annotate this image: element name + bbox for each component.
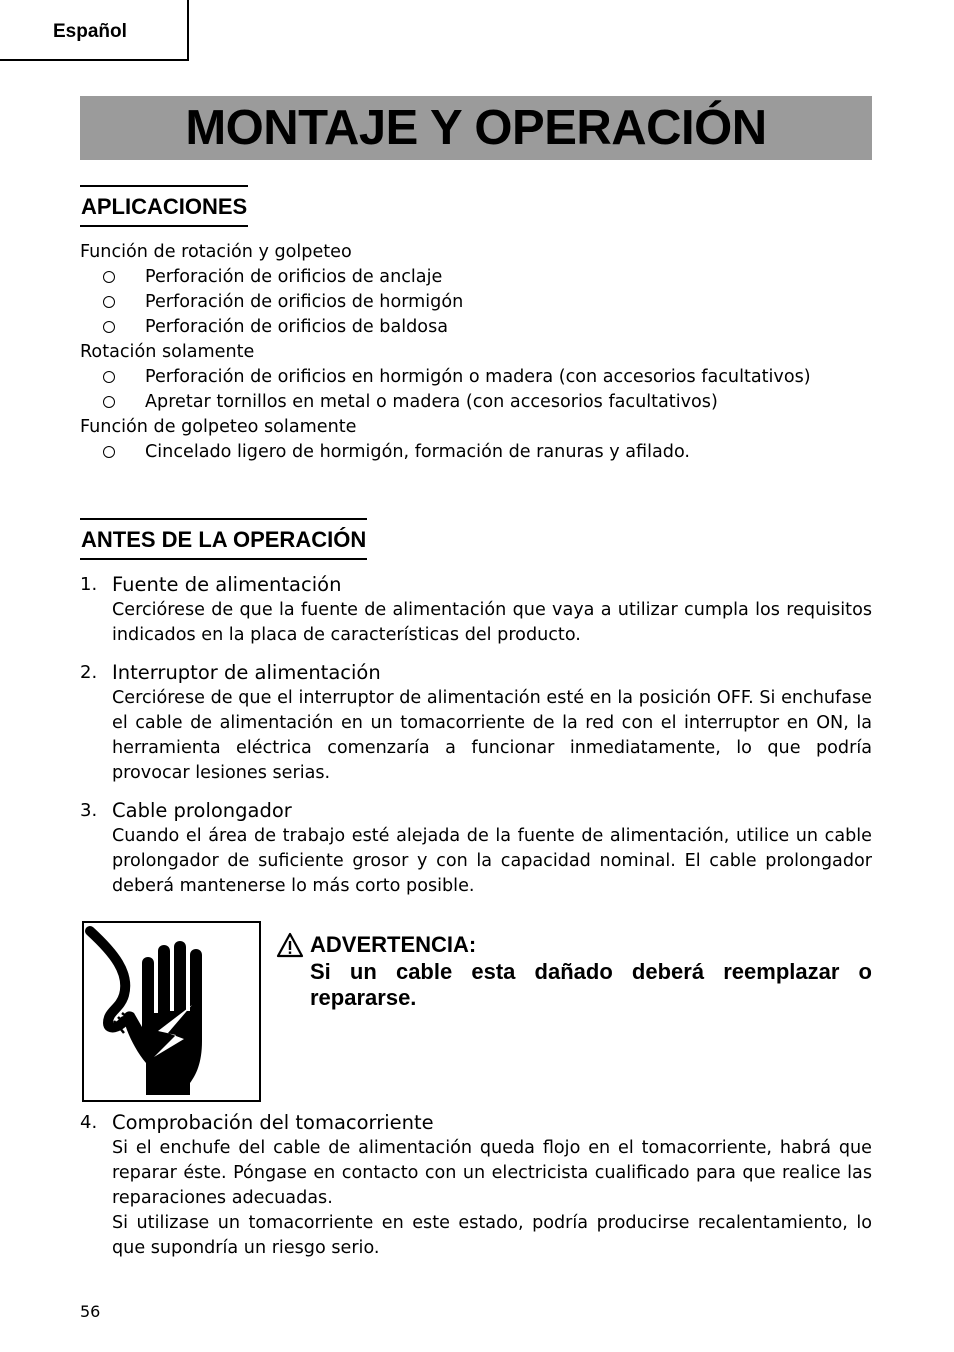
page-number: 56 bbox=[80, 1302, 101, 1321]
group-label: Rotación solamente bbox=[80, 342, 255, 362]
section-heading-antes: ANTES DE LA OPERACIÓN bbox=[80, 518, 367, 560]
bullet-circle-icon bbox=[103, 396, 115, 408]
item-title: Comprobación del tomacorriente bbox=[112, 1111, 434, 1134]
item-number: 4. bbox=[80, 1112, 98, 1133]
list-item: Perforación de orificios en hormigón o madera (con accesorios facultativos) bbox=[145, 367, 811, 387]
list-item: Perforación de orificios de baldosa bbox=[145, 317, 449, 337]
warning-text: Si un cable esta dañado deberá reemplazar o repararse. bbox=[310, 959, 872, 1010]
page-title-bar bbox=[80, 96, 872, 160]
item-paragraph: Si el enchufe del cable de alimentación queda flojo en el tomacorriente, habrá que reparar éste. Póngase en contacto con un electricista cualificado para que realice las reparaciones adecuadas. bbox=[112, 1138, 872, 1208]
electric-shock-hand-icon bbox=[82, 921, 261, 1102]
group-label: Función de golpeteo solamente bbox=[80, 417, 357, 437]
page-title: MONTAJE Y OPERACIÓN bbox=[185, 101, 767, 155]
bullet-circle-icon bbox=[103, 371, 115, 383]
group-label: Función de rotación y golpeteo bbox=[80, 242, 352, 262]
item-title: Cable prolongador bbox=[112, 799, 292, 822]
item-number: 2. bbox=[80, 662, 98, 683]
bullet-circle-icon bbox=[103, 296, 115, 308]
bullet-circle-icon bbox=[103, 446, 115, 458]
item-number: 1. bbox=[80, 574, 98, 595]
bullet-circle-icon bbox=[103, 271, 115, 283]
item-title: Interruptor de alimentación bbox=[112, 661, 381, 684]
list-item: Perforación de orificios de anclaje bbox=[145, 267, 443, 287]
item-paragraph: Cerciórese de que el interruptor de alimentación esté en la posición OFF. Si enchufase el cable de alimentación en un tomacorriente de la red con el interruptor en ON, la herramienta eléctrica comenzaría a funcionar inmediatamente, lo que podría provocar lesiones serias. bbox=[112, 688, 872, 783]
bullet-circle-icon bbox=[103, 321, 115, 333]
list-item: Perforación de orificios de hormigón bbox=[145, 292, 464, 312]
warning-title: ADVERTENCIA: bbox=[310, 932, 477, 957]
list-item: Apretar tornillos en metal o madera (con accesorios facultativos) bbox=[145, 392, 718, 412]
item-number: 3. bbox=[80, 800, 98, 821]
warning-triangle-icon bbox=[276, 932, 304, 958]
item-paragraph: Cuando el área de trabajo esté alejada de la fuente de alimentación, utilice un cable prolongador de suficiente grosor y con la capacidad nominal. El cable prolongador deberá mantenerse lo más corto posible. bbox=[112, 826, 872, 896]
section-heading-aplicaciones: APLICACIONES bbox=[80, 185, 248, 227]
language-label: Español bbox=[53, 21, 127, 42]
item-paragraph: Cerciórese de que la fuente de alimentación que vaya a utilizar cumpla los requisitos indicados en la placa de características del producto. bbox=[112, 600, 872, 645]
list-item: Cincelado ligero de hormigón, formación de ranuras y afilado. bbox=[145, 442, 691, 462]
item-title: Fuente de alimentación bbox=[112, 573, 342, 596]
item-paragraph: Si utilizase un tomacorriente en este estado, podría producirse recalentamiento, lo que supondría un riesgo serio. bbox=[112, 1213, 872, 1258]
language-tab bbox=[0, 0, 189, 61]
